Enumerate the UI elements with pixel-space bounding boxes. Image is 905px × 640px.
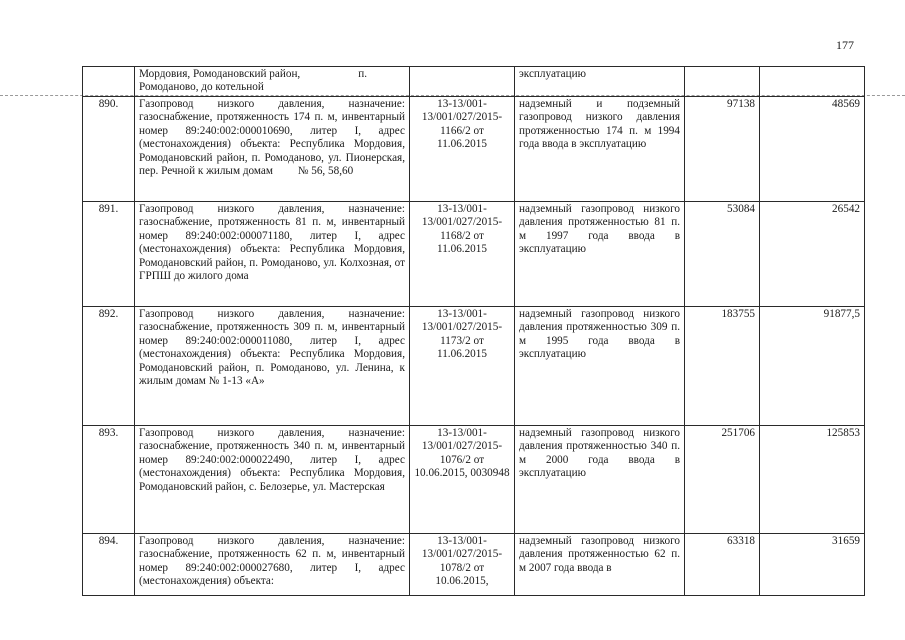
cell-number: 891. [83,202,135,307]
cell-note: надземный газопровод низкого давления протяженностью 62 п. м 2007 года ввода в [515,534,685,596]
cell-registration: 13-13/001-13/001/027/2015-1173/2 от 11.06.2015 [410,307,515,426]
cell-note: надземный газопровод низкого давления протяженностью 81 п. м 1997 года ввода в эксплуатацию [515,202,685,307]
cell-description: Газопровод низкого давления, назначение: газоснабжение, протяженность 309 п. м, инвентарный номер 89:240:002:000011080, литер I, адрес (местонахождения) объекта: Республика Мордовия, Ромодановский район, п. Ромоданово, ул. Ленина, к жилым домам № 1-13 «А» [135,307,410,426]
cell-description: Газопровод низкого давления, назначение: газоснабжение, протяженность 81 п. м, инвентарный номер 89:240:002:000071180, литер I, адрес (местонахождения) объекта: Республика Мордовия, Ромодановский район, п. Ромоданово, ул. Колхозная, от ГРПШ до жилого дома [135,202,410,307]
cell-value-2: 26542 [760,202,865,307]
cell-registration [410,67,515,97]
cell-description [135,67,410,97]
cell-value-2: 125853 [760,426,865,534]
cell-note: надземный газопровод низкого давления протяженностью 340 п. м 2000 года ввода в эксплуатацию [515,426,685,534]
cell-registration: 13-13/001-13/001/027/2015-1168/2 от 11.06.2015 [410,202,515,307]
cell-value-2: 91877,5 [760,307,865,426]
cell-number: 890. [83,97,135,202]
cell-description: Газопровод низкого давления, назначение: газоснабжение, протяженность 62 п. м, инвентарный номер 89:240:002:000027680, литер I, адрес (местонахождения) объекта: [135,534,410,596]
table-row [83,534,865,596]
cell-value-2: 31659 [760,534,865,596]
cell-registration: 13-13/001-13/001/027/2015-1078/2 от 10.06.2015, [410,534,515,596]
table-row [83,307,865,426]
cell-number [83,67,135,97]
table-row [83,426,865,534]
cell-value-2: 48569 [760,97,865,202]
page-number: 177 [836,38,854,52]
cell-text: № 56, 58,60 [297,165,354,178]
cell-text: Газопровод низкого давления, назначение: газоснабжение, протяженность 174 п. м, инвентарный номер 89:240:002:000010690, литер I, адрес (местонахождения) объекта: Республика Мордовия, Ромодановский район, п. Ромоданово, ул. Пионерская, пер. Речной к жилым домам [139,98,405,178]
cell-note: надземный газопровод низкого давления протяженностью 309 п. м 1995 года ввода в эксплуатацию [515,307,685,426]
cell-registration: 13-13/001-13/001/027/2015-1076/2 от 10.06.2015, 0030948 [410,426,515,534]
property-registry-table [82,66,865,596]
cell-number: 892. [83,307,135,426]
cell-value-1 [685,67,760,97]
cell-note: надземный и подземный газопровод низкого давления протяженностью 174 п. м 1994 года ввода в эксплуатацию [515,97,685,202]
cell-value-1: 97138 [685,97,760,202]
table-row-continuation [83,67,865,97]
table-row [83,202,865,307]
cell-text: Мордовия, Ромодановский район, [139,68,301,80]
cell-value-1: 251706 [685,426,760,534]
cell-text: Ромоданово, до котельной [139,81,264,94]
cell-description: Газопровод низкого давления, назначение: газоснабжение, протяженность 340 п. м, инвентарный номер 89:240:002:000022490, литер I, адрес (местонахождения) объекта: Республика Мордовия, Ромодановский район, с. Белозерье, ул. Мастерская [135,426,410,534]
cell-value-1: 53084 [685,202,760,307]
cell-registration: 13-13/001-13/001/027/2015-1166/2 от 11.06.2015 [410,97,515,202]
cell-text: п. [358,68,368,80]
cell-value-1: 63318 [685,534,760,596]
cell-note: эксплуатацию [515,67,685,97]
cell-number: 893. [83,426,135,534]
cell-value-1: 183755 [685,307,760,426]
cell-number: 894. [83,534,135,596]
cell-description [135,97,410,202]
table-row [83,97,865,202]
cell-value-2 [760,67,865,97]
